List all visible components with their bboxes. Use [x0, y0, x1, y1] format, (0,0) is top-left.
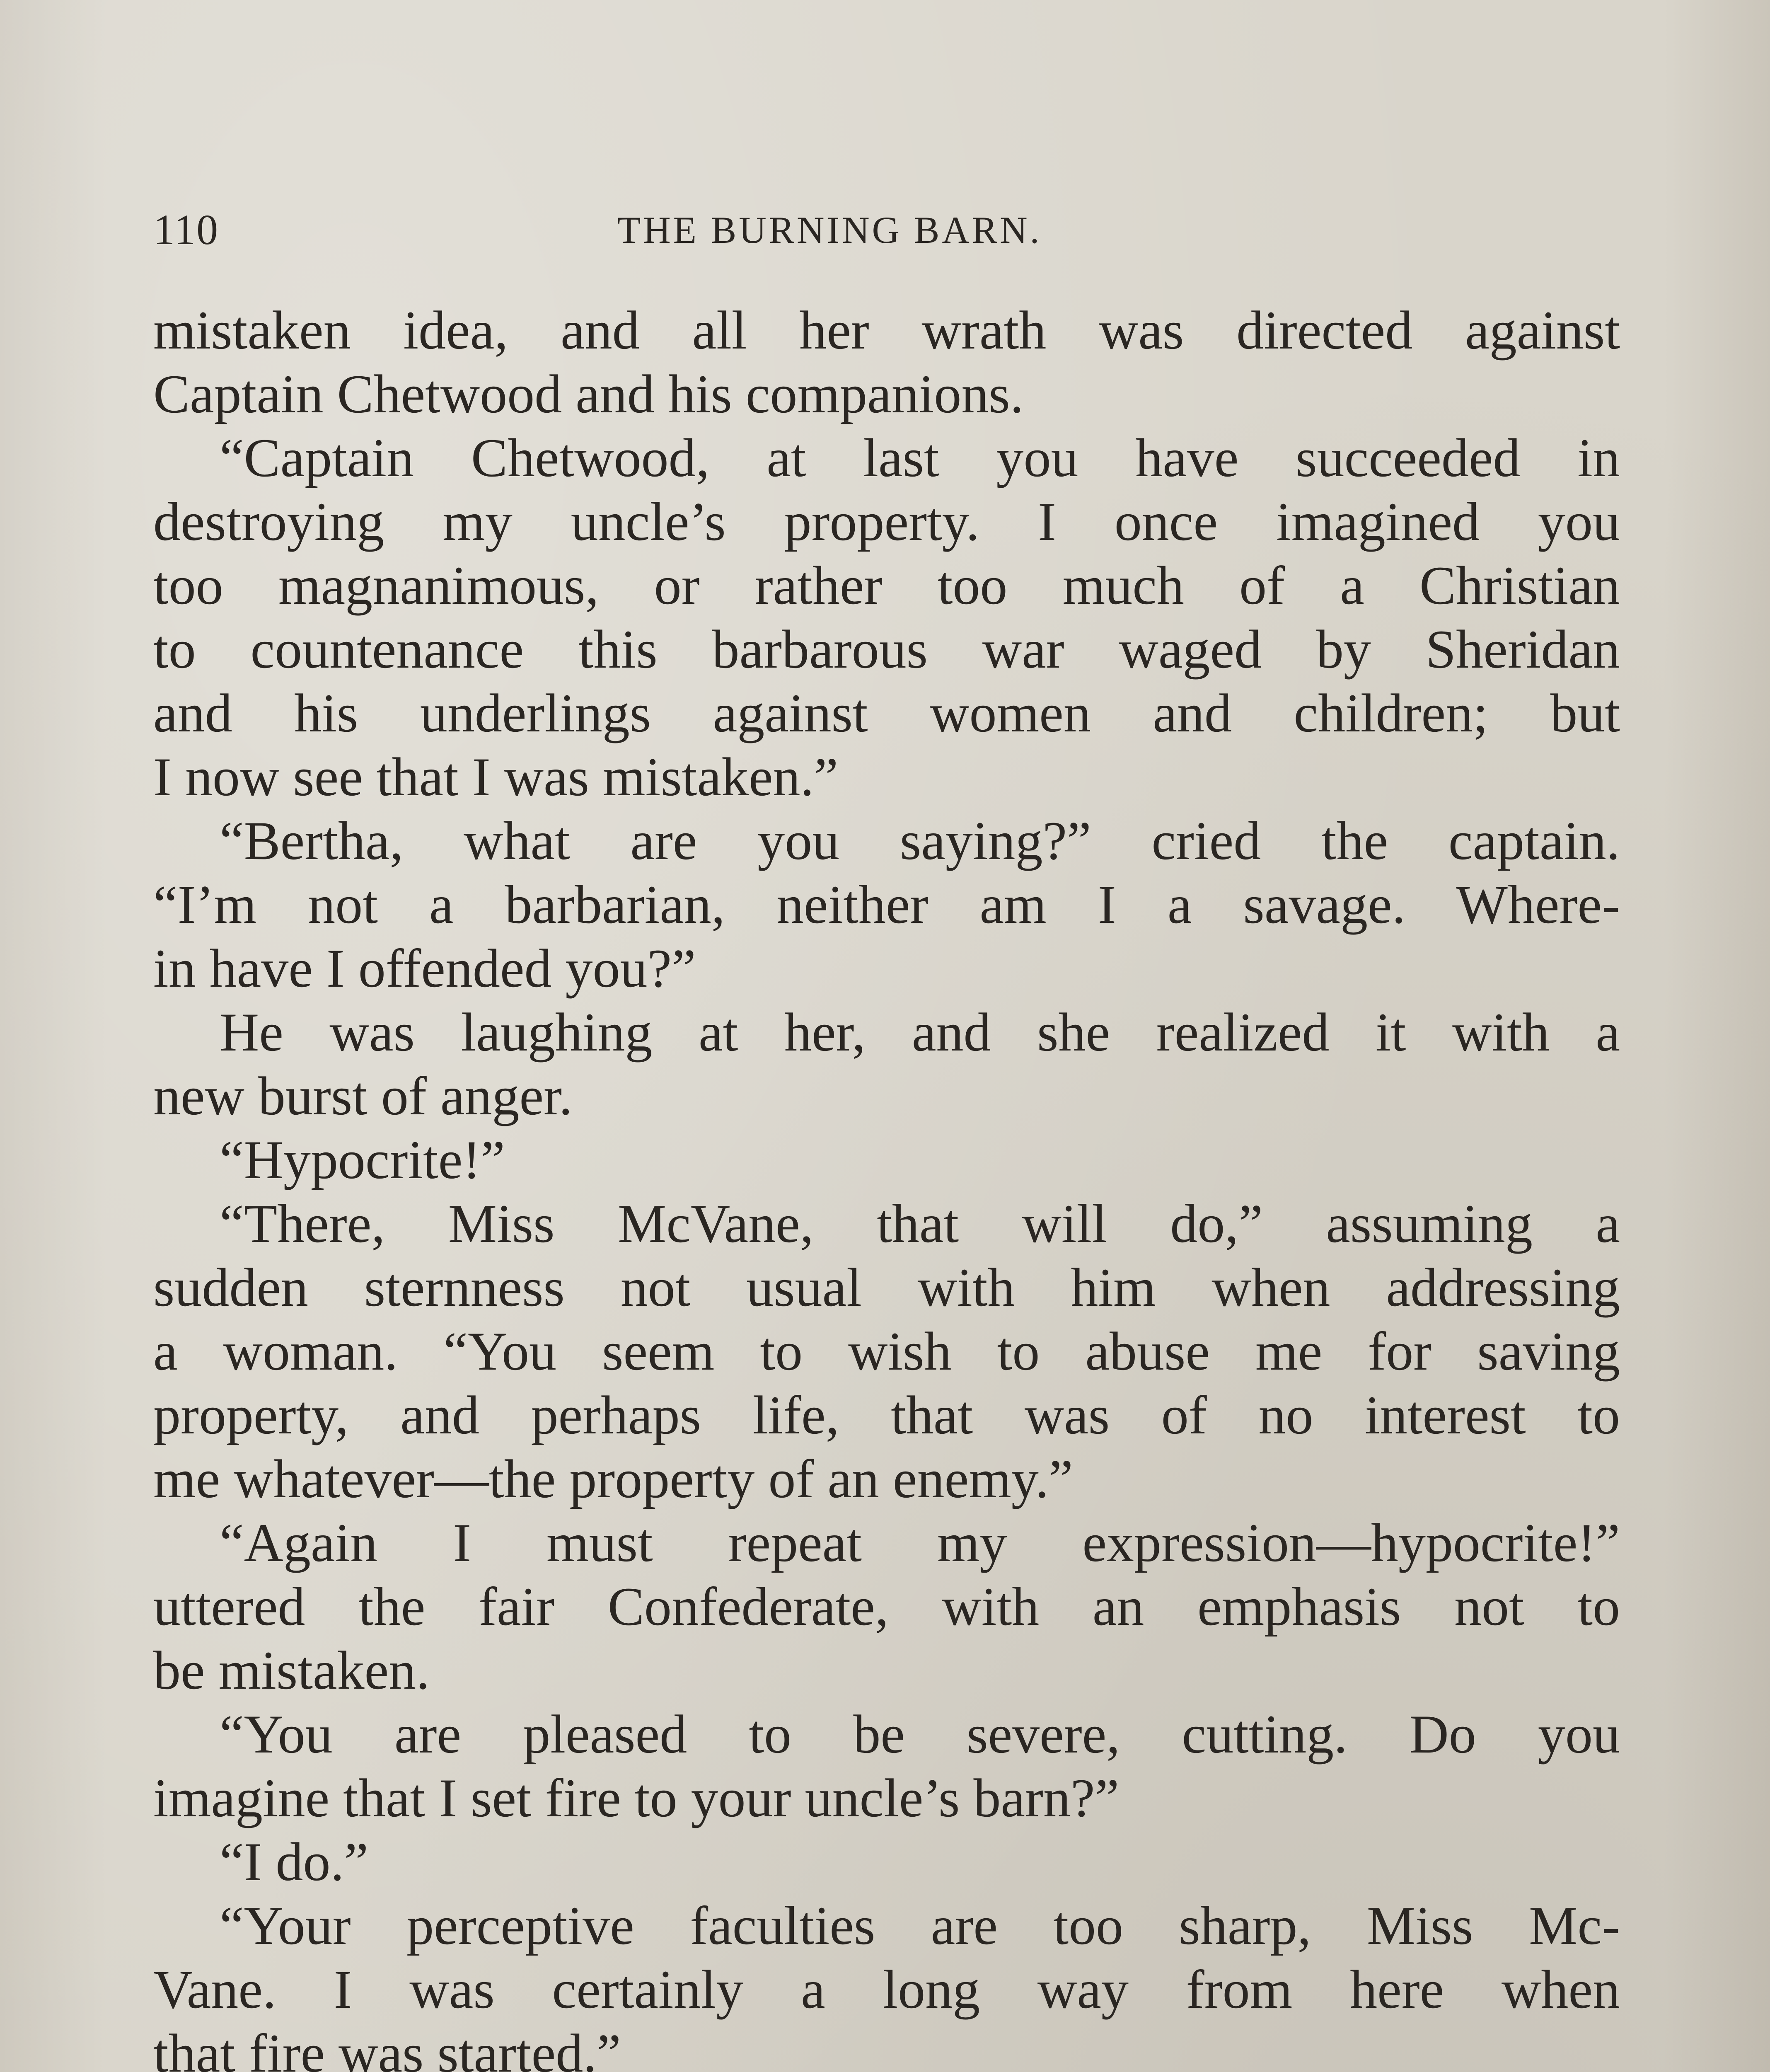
- text-line: a woman. “You seem to wish to abuse me for saving: [153, 1321, 1620, 1382]
- text-line: that fire was started.”: [153, 2023, 621, 2072]
- text-line: me whatever—the property of an enemy.”: [153, 1448, 1073, 1509]
- text-line: “Again I must repeat my expression—hypocrite!”: [220, 1512, 1620, 1573]
- text-line: sudden sternness not usual with him when addressing: [153, 1257, 1620, 1318]
- text-line: Vane. I was certainly a long way from here when: [153, 1959, 1620, 2020]
- text-line: He was laughing at her, and she realized it with a: [220, 1002, 1620, 1063]
- text-line: I now see that I was mistaken.”: [153, 746, 839, 807]
- text-line: “Your perceptive faculties are too sharp, Miss Mc-: [220, 1895, 1620, 1956]
- body-text: [153, 298, 1620, 2072]
- text-line: destroying my uncle’s property. I once imagined you: [153, 491, 1620, 552]
- running-head: [153, 203, 1616, 265]
- text-line: property, and perhaps life, that was of no interest to: [153, 1385, 1620, 1445]
- text-line: mistaken idea, and all her wrath was directed against: [153, 300, 1620, 361]
- text-line: imagine that I set fire to your uncle’s barn?”: [153, 1767, 1120, 1828]
- text-line: “Bertha, what are you saying?” cried the captain.: [220, 810, 1620, 871]
- text-line: be mistaken.: [153, 1640, 430, 1701]
- text-line: “There, Miss McVane, that will do,” assuming a: [220, 1193, 1620, 1254]
- text-line: and his underlings against women and children; but: [153, 683, 1620, 743]
- text-line: to countenance this barbarous war waged by Sheridan: [153, 619, 1620, 680]
- text-line: “I’m not a barbarian, neither am I a savage. Where-: [153, 874, 1620, 935]
- text-line: “Hypocrite!”: [220, 1129, 505, 1190]
- text-line: “You are pleased to be severe, cutting. Do you: [220, 1704, 1620, 1765]
- text-line: too magnanimous, or rather too much of a Christian: [153, 555, 1620, 616]
- text-line: “I do.”: [220, 1831, 369, 1892]
- text-line: uttered the fair Confederate, with an emphasis not to: [153, 1576, 1620, 1637]
- text-line: in have I offended you?”: [153, 938, 696, 999]
- text-line: “Captain Chetwood, at last you have succeeded in: [220, 427, 1620, 488]
- running-title: THE BURNING BARN.: [617, 209, 1042, 251]
- page-number: 110: [153, 206, 219, 254]
- text-line: new burst of anger.: [153, 1065, 573, 1126]
- text-line: Captain Chetwood and his companions.: [153, 363, 1024, 424]
